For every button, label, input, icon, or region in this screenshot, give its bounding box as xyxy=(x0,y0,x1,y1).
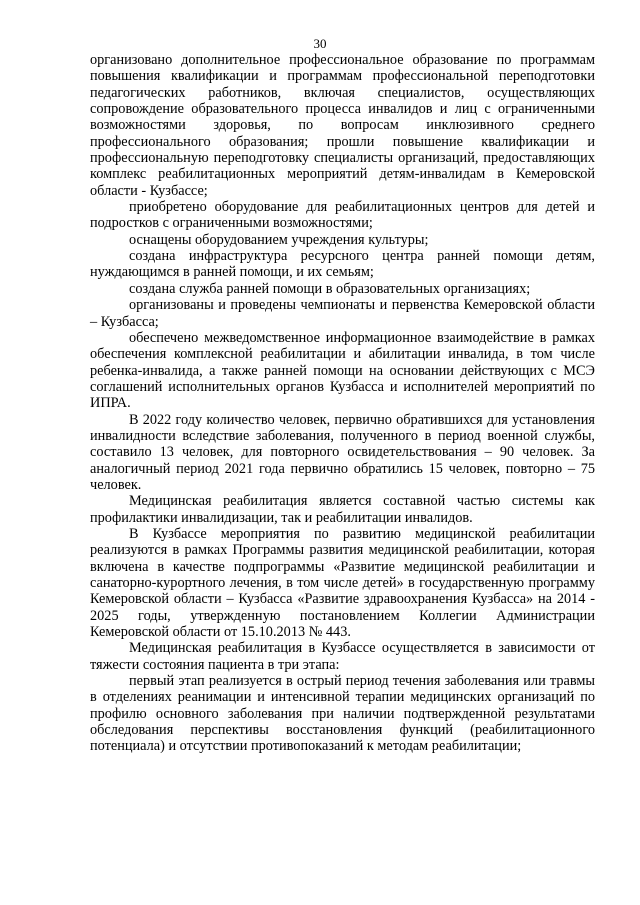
paragraph: Медицинская реабилитация является составной частью системы как профилактики инвалидизации, так и реабилитации инвалидов. xyxy=(90,493,595,526)
paragraph: В 2022 году количество человек, первично обратившихся для установления инвалидности вследствие заболевания, полученного в период военной службы, составило 13 человек, для повторного освидетельствования – 90 человек. За аналогичный период 2021 года первично обратились 15 человек, повторно – 75 человек. xyxy=(90,411,595,493)
paragraph: создана служба ранней помощи в образовательных организациях; xyxy=(129,280,531,297)
paragraph: В Кузбассе мероприятия по развитию медицинской реабилитации реализуются в рамках Программы развития медицинской реабилитации, которая включена в качестве подпрограммы «Развитие медицинской реабилитации и санаторно-курортного лечения, в том числе детей» в государственную программу Кемеровской области – Кузбасса «Развитие здравоохранения Кузбасса» на 2014 - 2025 годы, утвержденную постановлением Коллегии Администрации Кемеровской области от 15.10.2013 № 443. xyxy=(90,525,595,641)
document-body xyxy=(90,52,595,755)
paragraph: организовано дополнительное профессиональное образование по программам повышения квалификации и программам профессиональной переподготовки педагогических работников, включая специалистов, осуществляющих сопровождение образовательного процесса инвалидов и лиц с ограниченными возможностями здоровья, по вопросам инклюзивного среднего профессионального образования; прошли повышение квалификации и профессиональную переподготовку специалисты организаций, предоставляющих комплекс реабилитационных мероприятий детям-инвалидам в Кемеровской области - Кузбассе; xyxy=(90,52,595,199)
paragraph: приобретено оборудование для реабилитационных центров для детей и подростков с ограниченными возможностями; xyxy=(90,199,595,232)
paragraph: организованы и проведены чемпионаты и первенства Кемеровской области – Кузбасса; xyxy=(90,297,595,330)
paragraph: первый этап реализуется в острый период течения заболевания или травмы в отделениях реанимации и интенсивной терапии медицинских организаций по профилю основного заболевания при наличии подтвержденной результатами обследования перспективы восстановления функций (реабилитационного потенциала) и отсутствии противопоказаний к методам реабилитации; xyxy=(90,673,595,755)
paragraph: создана инфраструктура ресурсного центра ранней помощи детям, нуждающимся в ранней помощи, и их семьям; xyxy=(90,248,595,281)
paragraph: оснащены оборудованием учреждения культуры; xyxy=(129,231,429,248)
paragraph: Медицинская реабилитация в Кузбассе осуществляется в зависимости от тяжести состояния пациента в три этапа: xyxy=(90,640,595,673)
page-number: 30 xyxy=(313,36,327,51)
paragraph: обеспечено межведомственное информационное взаимодействие в рамках обеспечения комплексной реабилитации и абилитации инвалида, в том числе ребенка-инвалида, а также ранней помощи на основании действующих с МСЭ соглашений исполнительных органов Кузбасса и исполнителей мероприятий по ИПРА. xyxy=(90,329,595,412)
